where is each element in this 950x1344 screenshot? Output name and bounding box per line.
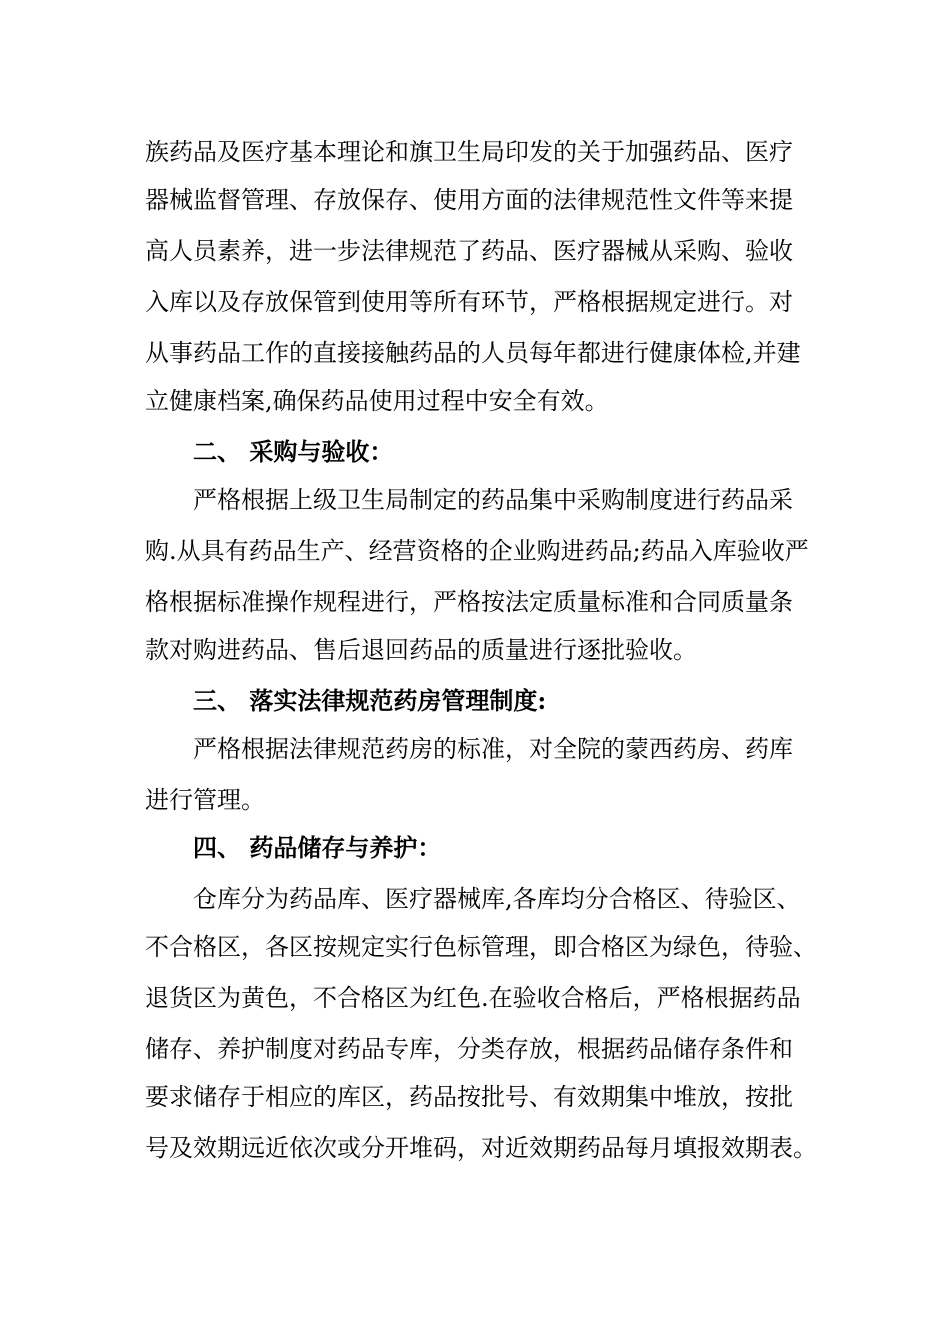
paragraph-line: 严格根据法律规范药房的标准，对全院的蒙西药房、药库	[193, 735, 793, 763]
paragraph-line: 款对购进药品、售后退回药品的质量进行逐批验收。	[145, 636, 697, 664]
section-heading: 三、 落实法律规范药房管理制度:	[193, 686, 547, 715]
paragraph-line: 仓库分为药品库、医疗器械库,各库均分合格区、待验区、	[193, 885, 801, 913]
paragraph-line: 从事药品工作的直接接触药品的人员每年都进行健康体检,并建	[145, 339, 801, 367]
paragraph-line: 器械监督管理、存放保存、使用方面的法律规范性文件等来提	[145, 186, 793, 214]
section-heading: 二、 采购与验收：	[193, 437, 394, 466]
paragraph-line: 严格根据上级卫生局制定的药品集中采购制度进行药品采	[193, 486, 793, 514]
paragraph-line: 不合格区，各区按规定实行色标管理，即合格区为绿色，待验、	[145, 933, 817, 961]
paragraph-line: 储存、养护制度对药品专库，分类存放，根据药品储存条件和	[145, 1035, 793, 1063]
paragraph-line: 退货区为黄色，不合格区为红色.在验收合格后，严格根据药品	[145, 984, 801, 1012]
paragraph-line: 号及效期远近依次或分开堆码，对近效期药品每月填报效期表。	[145, 1134, 817, 1162]
paragraph-line: 格根据标准操作规程进行，严格按法定质量标准和合同质量条	[145, 588, 793, 616]
section-heading: 四、 药品储存与养护：	[193, 833, 442, 862]
paragraph-line: 入库以及存放保管到使用等所有环节，严格根据规定进行。对	[145, 288, 793, 316]
paragraph-line: 高人员素养，进一步法律规范了药品、医疗器械从采购、验收	[145, 237, 793, 265]
paragraph-line: 族药品及医疗基本理论和旗卫生局印发的关于加强药品、医疗	[145, 138, 793, 166]
paragraph-line: 要求储存于相应的库区，药品按批号、有效期集中堆放，按批	[145, 1083, 793, 1111]
paragraph-line: 进行管理。	[145, 786, 265, 814]
paragraph-line: 立健康档案,确保药品使用过程中安全有效。	[145, 387, 609, 415]
paragraph-line: 购.从具有药品生产、经营资格的企业购进药品;药品入库验收严	[145, 537, 809, 565]
